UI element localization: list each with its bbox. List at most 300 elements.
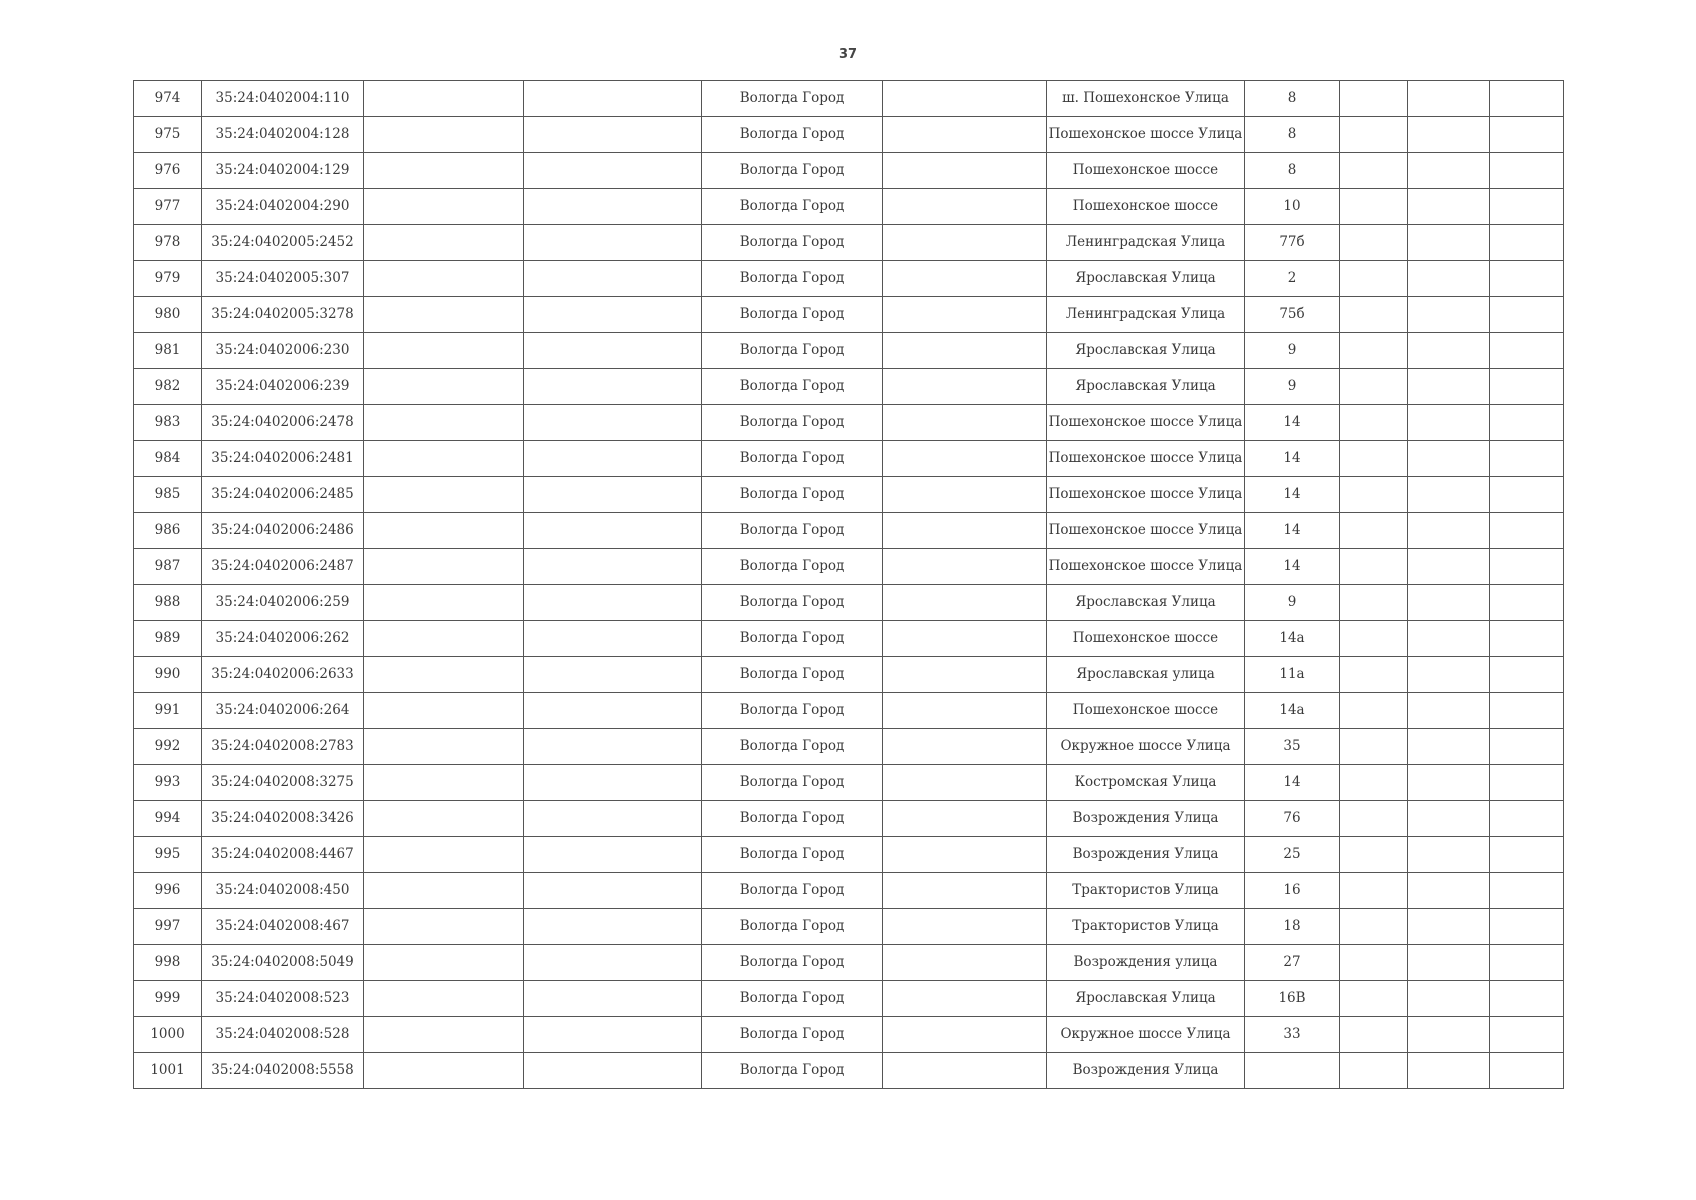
house-number-cell: 11а [1245,657,1340,693]
empty-cell [883,261,1047,297]
row-number-cell: 987 [134,549,202,585]
house-number-cell: 33 [1245,1017,1340,1053]
empty-cell [524,333,702,369]
table-row [134,153,1564,189]
empty-cell [1490,693,1564,729]
empty-cell [1340,837,1408,873]
empty-cell [524,117,702,153]
cadastral-number-cell: 35:24:0402004:290 [202,189,364,225]
street-cell: Трактористов Улица [1047,873,1245,909]
street-cell: Возрождения Улица [1047,837,1245,873]
empty-cell [883,1053,1047,1089]
empty-cell [1408,981,1490,1017]
empty-cell [1408,153,1490,189]
empty-cell [883,657,1047,693]
locality-cell: Вологда Город [702,837,883,873]
cadastral-number-cell: 35:24:0402008:5558 [202,1053,364,1089]
empty-cell [524,909,702,945]
house-number-cell: 16В [1245,981,1340,1017]
empty-cell [883,369,1047,405]
empty-cell [364,153,524,189]
empty-cell [883,549,1047,585]
cadastral-number-cell: 35:24:0402008:3275 [202,765,364,801]
street-cell: Ленинградская Улица [1047,225,1245,261]
table-row [134,189,1564,225]
table-row [134,441,1564,477]
empty-cell [1490,657,1564,693]
empty-cell [1340,657,1408,693]
street-cell: ш. Пошехонское Улица [1047,81,1245,117]
locality-cell: Вологда Город [702,549,883,585]
cadastral-number-cell: 35:24:0402006:230 [202,333,364,369]
locality-cell: Вологда Город [702,765,883,801]
locality-cell: Вологда Город [702,1017,883,1053]
empty-cell [883,477,1047,513]
table-row [134,369,1564,405]
empty-cell [524,765,702,801]
empty-cell [1490,153,1564,189]
empty-cell [1340,405,1408,441]
empty-cell [883,405,1047,441]
empty-cell [1490,621,1564,657]
empty-cell [883,189,1047,225]
table-row [134,477,1564,513]
empty-cell [1490,513,1564,549]
locality-cell: Вологда Город [702,945,883,981]
empty-cell [1490,765,1564,801]
row-number-cell: 998 [134,945,202,981]
empty-cell [1408,225,1490,261]
table-row [134,801,1564,837]
empty-cell [1408,837,1490,873]
empty-cell [1490,261,1564,297]
empty-cell [524,873,702,909]
empty-cell [364,657,524,693]
empty-cell [1340,297,1408,333]
empty-cell [1408,189,1490,225]
cadastral-number-cell: 35:24:0402006:2478 [202,405,364,441]
empty-cell [524,369,702,405]
house-number-cell: 16 [1245,873,1340,909]
street-cell: Окружное шоссе Улица [1047,1017,1245,1053]
table-row [134,729,1564,765]
empty-cell [883,909,1047,945]
empty-cell [524,513,702,549]
house-number-cell: 8 [1245,153,1340,189]
empty-cell [1340,261,1408,297]
cadastral-number-cell: 35:24:0402006:262 [202,621,364,657]
empty-cell [883,693,1047,729]
cadastral-number-cell: 35:24:0402004:128 [202,117,364,153]
empty-cell [1490,873,1564,909]
empty-cell [1408,585,1490,621]
empty-cell [1340,369,1408,405]
empty-cell [364,693,524,729]
table-row [134,549,1564,585]
row-number-cell: 992 [134,729,202,765]
empty-cell [1340,117,1408,153]
empty-cell [364,405,524,441]
empty-cell [364,441,524,477]
locality-cell: Вологда Город [702,909,883,945]
empty-cell [1340,153,1408,189]
row-number-cell: 996 [134,873,202,909]
house-number-cell: 25 [1245,837,1340,873]
empty-cell [1340,441,1408,477]
empty-cell [1340,477,1408,513]
empty-cell [364,621,524,657]
empty-cell [524,945,702,981]
empty-cell [1340,981,1408,1017]
empty-cell [524,549,702,585]
street-cell: Ленинградская Улица [1047,297,1245,333]
empty-cell [1408,801,1490,837]
empty-cell [1408,549,1490,585]
empty-cell [883,1017,1047,1053]
empty-cell [1408,81,1490,117]
locality-cell: Вологда Город [702,693,883,729]
street-cell: Костромская Улица [1047,765,1245,801]
empty-cell [524,729,702,765]
empty-cell [364,549,524,585]
locality-cell: Вологда Город [702,801,883,837]
locality-cell: Вологда Город [702,873,883,909]
row-number-cell: 997 [134,909,202,945]
empty-cell [1490,81,1564,117]
empty-cell [524,189,702,225]
street-cell: Возрождения Улица [1047,801,1245,837]
house-number-cell: 9 [1245,369,1340,405]
row-number-cell: 977 [134,189,202,225]
table-row [134,513,1564,549]
empty-cell [364,765,524,801]
row-number-cell: 995 [134,837,202,873]
empty-cell [1408,117,1490,153]
empty-cell [364,837,524,873]
house-number-cell: 27 [1245,945,1340,981]
house-number-cell: 18 [1245,909,1340,945]
empty-cell [1408,261,1490,297]
empty-cell [1340,909,1408,945]
house-number-cell [1245,1053,1340,1089]
locality-cell: Вологда Город [702,117,883,153]
cadastral-number-cell: 35:24:0402006:2487 [202,549,364,585]
house-number-cell: 10 [1245,189,1340,225]
registry-table-body [134,81,1564,1089]
empty-cell [1340,585,1408,621]
row-number-cell: 1001 [134,1053,202,1089]
empty-cell [1340,225,1408,261]
locality-cell: Вологда Город [702,225,883,261]
empty-cell [364,981,524,1017]
table-row [134,333,1564,369]
cadastral-number-cell: 35:24:0402008:467 [202,909,364,945]
empty-cell [1408,333,1490,369]
locality-cell: Вологда Город [702,261,883,297]
empty-cell [1490,117,1564,153]
house-number-cell: 9 [1245,585,1340,621]
cadastral-number-cell: 35:24:0402006:239 [202,369,364,405]
empty-cell [1408,1053,1490,1089]
locality-cell: Вологда Город [702,153,883,189]
empty-cell [1408,369,1490,405]
empty-cell [1340,549,1408,585]
empty-cell [883,729,1047,765]
locality-cell: Вологда Город [702,333,883,369]
table-row [134,765,1564,801]
empty-cell [1340,1017,1408,1053]
empty-cell [524,81,702,117]
table-row [134,297,1564,333]
street-cell: Пошехонское шоссе [1047,189,1245,225]
empty-cell [1408,693,1490,729]
empty-cell [1490,585,1564,621]
empty-cell [524,693,702,729]
house-number-cell: 14а [1245,693,1340,729]
locality-cell: Вологда Город [702,405,883,441]
house-number-cell: 8 [1245,117,1340,153]
table-row [134,225,1564,261]
empty-cell [1490,297,1564,333]
empty-cell [524,153,702,189]
empty-cell [524,585,702,621]
empty-cell [1340,189,1408,225]
empty-cell [1490,405,1564,441]
street-cell: Пошехонское шоссе Улица [1047,405,1245,441]
empty-cell [1490,909,1564,945]
empty-cell [883,837,1047,873]
empty-cell [524,405,702,441]
empty-cell [883,981,1047,1017]
empty-cell [1490,945,1564,981]
empty-cell [1408,477,1490,513]
empty-cell [524,297,702,333]
empty-cell [524,801,702,837]
row-number-cell: 988 [134,585,202,621]
table-row [134,117,1564,153]
locality-cell: Вологда Город [702,513,883,549]
empty-cell [883,333,1047,369]
empty-cell [364,945,524,981]
empty-cell [883,585,1047,621]
empty-cell [364,585,524,621]
empty-cell [364,261,524,297]
street-cell: Пошехонское шоссе Улица [1047,513,1245,549]
street-cell: Пошехонское шоссе Улица [1047,441,1245,477]
house-number-cell: 14 [1245,477,1340,513]
empty-cell [1340,765,1408,801]
street-cell: Трактористов Улица [1047,909,1245,945]
row-number-cell: 983 [134,405,202,441]
cadastral-number-cell: 35:24:0402005:307 [202,261,364,297]
house-number-cell: 14 [1245,405,1340,441]
empty-cell [524,837,702,873]
empty-cell [524,225,702,261]
house-number-cell: 75б [1245,297,1340,333]
cadastral-number-cell: 35:24:0402006:259 [202,585,364,621]
empty-cell [1408,729,1490,765]
house-number-cell: 14 [1245,765,1340,801]
cadastral-number-cell: 35:24:0402006:2481 [202,441,364,477]
empty-cell [1490,729,1564,765]
row-number-cell: 999 [134,981,202,1017]
empty-cell [1340,873,1408,909]
empty-cell [524,1017,702,1053]
empty-cell [364,477,524,513]
empty-cell [364,81,524,117]
empty-cell [883,441,1047,477]
row-number-cell: 984 [134,441,202,477]
empty-cell [1408,405,1490,441]
empty-cell [364,297,524,333]
table-row [134,657,1564,693]
row-number-cell: 981 [134,333,202,369]
empty-cell [364,1053,524,1089]
empty-cell [364,909,524,945]
house-number-cell: 14 [1245,513,1340,549]
empty-cell [364,729,524,765]
empty-cell [883,153,1047,189]
row-number-cell: 978 [134,225,202,261]
cadastral-number-cell: 35:24:0402005:3278 [202,297,364,333]
locality-cell: Вологда Город [702,729,883,765]
table-row [134,909,1564,945]
empty-cell [524,621,702,657]
empty-cell [1408,513,1490,549]
empty-cell [883,873,1047,909]
empty-cell [1408,657,1490,693]
empty-cell [883,945,1047,981]
table-row [134,585,1564,621]
house-number-cell: 76 [1245,801,1340,837]
empty-cell [1490,189,1564,225]
empty-cell [1490,837,1564,873]
street-cell: Ярославская улица [1047,657,1245,693]
empty-cell [1408,909,1490,945]
street-cell: Ярославская Улица [1047,333,1245,369]
empty-cell [883,621,1047,657]
street-cell: Ярославская Улица [1047,369,1245,405]
table-row [134,1053,1564,1089]
table-row [134,837,1564,873]
locality-cell: Вологда Город [702,657,883,693]
cadastral-number-cell: 35:24:0402004:110 [202,81,364,117]
registry-table [133,80,1564,1089]
locality-cell: Вологда Город [702,621,883,657]
table-row [134,981,1564,1017]
table-row [134,693,1564,729]
street-cell: Пошехонское шоссе Улица [1047,477,1245,513]
empty-cell [364,333,524,369]
row-number-cell: 993 [134,765,202,801]
empty-cell [364,225,524,261]
street-cell: Окружное шоссе Улица [1047,729,1245,765]
empty-cell [1408,1017,1490,1053]
street-cell: Возрождения улица [1047,945,1245,981]
empty-cell [1340,801,1408,837]
locality-cell: Вологда Город [702,189,883,225]
empty-cell [1340,1053,1408,1089]
house-number-cell: 35 [1245,729,1340,765]
locality-cell: Вологда Город [702,81,883,117]
row-number-cell: 979 [134,261,202,297]
street-cell: Пошехонское шоссе Улица [1047,117,1245,153]
empty-cell [524,657,702,693]
empty-cell [1490,1053,1564,1089]
cadastral-number-cell: 35:24:0402008:3426 [202,801,364,837]
street-cell: Пошехонское шоссе [1047,621,1245,657]
house-number-cell: 9 [1245,333,1340,369]
cadastral-number-cell: 35:24:0402008:5049 [202,945,364,981]
empty-cell [883,81,1047,117]
empty-cell [1490,981,1564,1017]
empty-cell [364,369,524,405]
cadastral-number-cell: 35:24:0402008:450 [202,873,364,909]
cadastral-number-cell: 35:24:0402006:2633 [202,657,364,693]
locality-cell: Вологда Город [702,1053,883,1089]
empty-cell [1340,333,1408,369]
table-row [134,261,1564,297]
empty-cell [883,765,1047,801]
house-number-cell: 77б [1245,225,1340,261]
table-row [134,1017,1564,1053]
empty-cell [1340,81,1408,117]
empty-cell [1408,621,1490,657]
empty-cell [524,477,702,513]
locality-cell: Вологда Город [702,297,883,333]
house-number-cell: 14 [1245,441,1340,477]
street-cell: Ярославская Улица [1047,981,1245,1017]
empty-cell [1490,801,1564,837]
row-number-cell: 986 [134,513,202,549]
cadastral-number-cell: 35:24:0402008:528 [202,1017,364,1053]
house-number-cell: 8 [1245,81,1340,117]
cadastral-number-cell: 35:24:0402006:264 [202,693,364,729]
row-number-cell: 990 [134,657,202,693]
empty-cell [524,441,702,477]
row-number-cell: 985 [134,477,202,513]
locality-cell: Вологда Город [702,585,883,621]
empty-cell [1490,477,1564,513]
house-number-cell: 14 [1245,549,1340,585]
street-cell: Возрождения Улица [1047,1053,1245,1089]
empty-cell [1340,513,1408,549]
row-number-cell: 989 [134,621,202,657]
table-row [134,621,1564,657]
empty-cell [1490,1017,1564,1053]
empty-cell [1490,369,1564,405]
empty-cell [883,297,1047,333]
empty-cell [364,873,524,909]
table-row [134,405,1564,441]
cadastral-number-cell: 35:24:0402006:2486 [202,513,364,549]
empty-cell [883,801,1047,837]
row-number-cell: 1000 [134,1017,202,1053]
cadastral-number-cell: 35:24:0402008:523 [202,981,364,1017]
row-number-cell: 975 [134,117,202,153]
empty-cell [364,1017,524,1053]
empty-cell [524,261,702,297]
page-number: 37 [838,47,858,62]
empty-cell [364,117,524,153]
street-cell: Пошехонское шоссе [1047,693,1245,729]
empty-cell [364,801,524,837]
empty-cell [1490,441,1564,477]
locality-cell: Вологда Город [702,477,883,513]
street-cell: Пошехонское шоссе [1047,153,1245,189]
locality-cell: Вологда Город [702,981,883,1017]
row-number-cell: 976 [134,153,202,189]
